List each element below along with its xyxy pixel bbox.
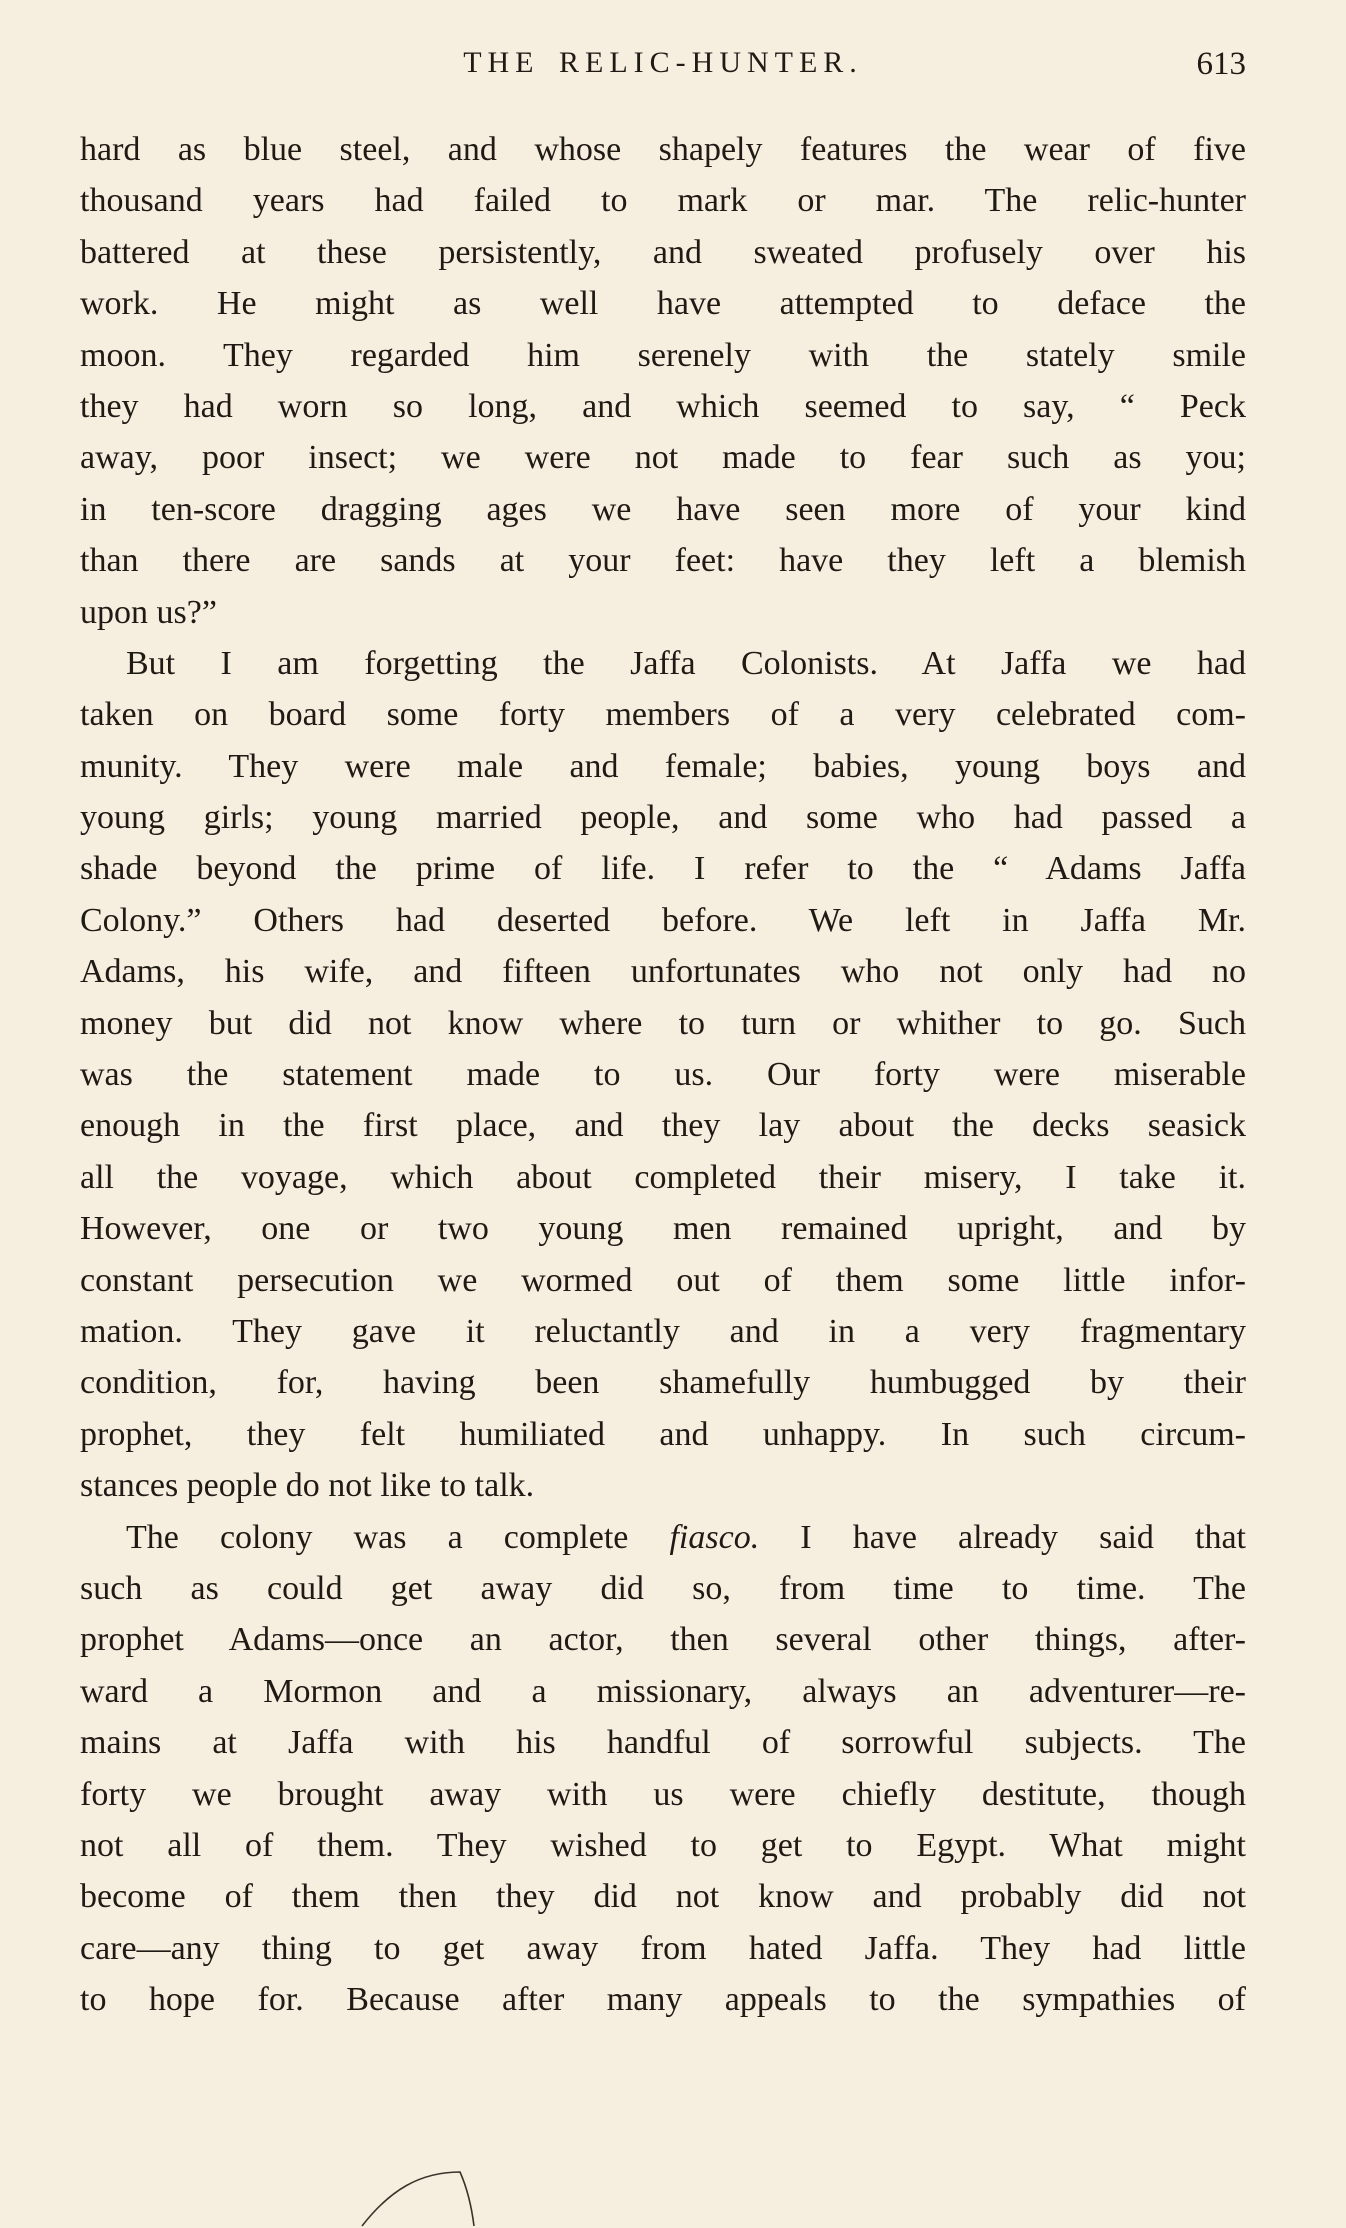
italic-word: fiasco.	[669, 1518, 760, 1556]
text-line: prophet, they felt humiliated and unhappy. In such circum-	[80, 1415, 1246, 1453]
text-line: work. He might as well have attempted to deface the	[80, 285, 1246, 323]
text-line: not all of them. They wished to get to Egypt. What might	[80, 1826, 1246, 1864]
running-title: THE RELIC-HUNTER.	[463, 46, 863, 79]
text-line: upon us?”	[80, 593, 217, 631]
text-line: money but did not know where to turn or whither to go. Such	[80, 1004, 1246, 1042]
body-text	[80, 124, 1246, 2025]
text-line: mains at Jaffa with his handful of sorrowful subjects. The	[80, 1724, 1246, 1762]
text-line: constant persecution we wormed out of them some little infor-	[80, 1261, 1246, 1299]
page-number: 613	[1196, 46, 1246, 82]
text-line: to hope for. Because after many appeals to the sympathies of	[80, 1981, 1246, 2019]
text-line: Colony.” Others had deserted before. We left in Jaffa Mr.	[80, 901, 1246, 939]
text-line: mation. They gave it reluctantly and in a very fragmentary	[80, 1312, 1246, 1350]
text-fragment: The colony was a complete	[126, 1518, 670, 1556]
text-line: battered at these persistently, and sweated profusely over his	[80, 233, 1246, 271]
running-head	[80, 46, 1246, 96]
text-line: care—any thing to get away from hated Jaffa. They had little	[80, 1929, 1246, 1967]
text-line: shade beyond the prime of life. I refer to the “ Adams Jaffa	[80, 850, 1246, 888]
text-line: ward a Mormon and a missionary, always an adventurer—re-	[80, 1672, 1246, 1710]
text-line: taken on board some forty members of a very celebrated com-	[80, 696, 1246, 734]
text-line: in ten-score dragging ages we have seen more of your kind	[80, 490, 1246, 528]
text-line: hard as blue steel, and whose shapely features the wear of five	[80, 131, 1246, 168]
text-line: enough in the first place, and they lay about the decks seasick	[80, 1107, 1246, 1145]
text-line: such as could get away did so, from time to time. The	[80, 1569, 1246, 1607]
text-line: munity. They were male and female; babies, young boys and	[80, 747, 1246, 785]
text-line: they had worn so long, and which seemed to say, “ Peck	[80, 387, 1246, 425]
ink-mark	[350, 2160, 500, 2228]
text-line: young girls; young married people, and some who had passed a	[80, 799, 1246, 837]
text-line: forty we brought away with us were chiefly destitute, though	[80, 1775, 1246, 1813]
text-line	[80, 1512, 1246, 1563]
text-line: thousand years had failed to mark or mar. The relic-hunter	[80, 182, 1246, 220]
text-line: than there are sands at your feet: have they left a blemish	[80, 542, 1246, 580]
text-fragment: I have already said that	[759, 1518, 1247, 1556]
text-line: moon. They regarded him serenely with the stately smile	[80, 336, 1246, 374]
text-line: all the voyage, which about completed their misery, I take it.	[80, 1158, 1246, 1196]
text-line: condition, for, having been shamefully humbugged by their	[80, 1364, 1246, 1402]
text-line: But I am forgetting the Jaffa Colonists. At Jaffa we had	[126, 644, 1246, 682]
text-line: However, one or two young men remained upright, and by	[80, 1210, 1246, 1248]
text-line: prophet Adams—once an actor, then several other things, after-	[80, 1621, 1246, 1659]
text-line: stances people do not like to talk.	[80, 1467, 535, 1505]
text-line: become of them then they did not know and probably did not	[80, 1878, 1246, 1916]
text-line: away, poor insect; we were not made to fear such as you;	[80, 439, 1246, 477]
text-line: was the statement made to us. Our forty were miserable	[80, 1056, 1246, 1094]
text-line: Adams, his wife, and fifteen unfortunates who not only had no	[80, 953, 1246, 991]
